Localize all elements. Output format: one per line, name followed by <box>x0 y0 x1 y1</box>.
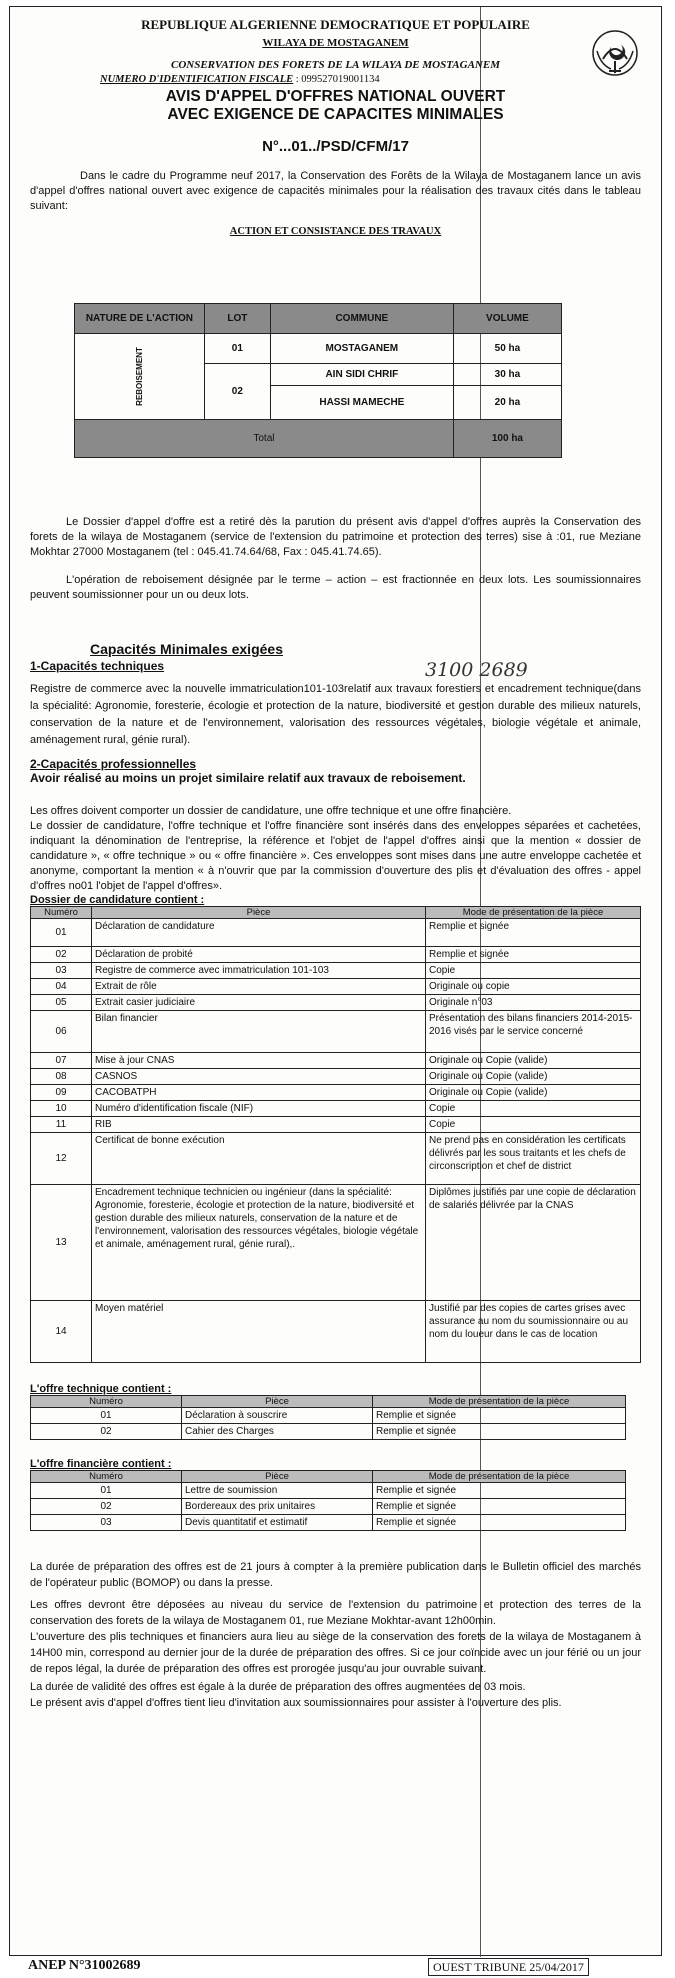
technical-header-mode: Mode de présentation de la pièce <box>373 1396 626 1408</box>
financial-num: 02 <box>31 1499 182 1515</box>
financial-mode: Remplie et signée <box>373 1483 626 1499</box>
candidature-mode: Copie <box>426 1117 641 1133</box>
candidature-piece: CACOBATPH <box>92 1085 426 1101</box>
works-lot: 02 <box>204 364 270 420</box>
technical-mode: Remplie et signée <box>373 1424 626 1440</box>
candidature-num: 04 <box>31 979 92 995</box>
candidature-row <box>31 1085 641 1101</box>
candidature-piece: Encadrement technique technicien ou ingénieur (dans la spécialité: Agronomie, foresterie, écologie et protection de la nature, biodiversité et gestion durable des milieux naturels, conservation de la nature et de l'environnement, valorisation des ressources végétales, biologie végétale et animale, aménagement rural, génie rural),. <box>92 1185 426 1301</box>
prof-capacities-title: 2-Capacités professionnelles <box>30 757 197 771</box>
candidature-title: Dossier de candidature contient : <box>30 894 205 906</box>
publication-source: OUEST TRIBUNE 25/04/2017 <box>428 1958 589 1976</box>
technical-piece: Cahier des Charges <box>182 1424 373 1440</box>
candidature-row <box>31 1053 641 1069</box>
candidature-piece: RIB <box>92 1117 426 1133</box>
financial-row <box>31 1499 626 1515</box>
notice-title <box>30 88 641 124</box>
notice-reference: N°...01../PSD/CFM/17 <box>262 138 409 155</box>
candidature-row <box>31 919 641 947</box>
candidature-mode: Remplie et signée <box>426 919 641 947</box>
candidature-row <box>31 1101 641 1117</box>
candidature-header-mode: Mode de présentation de la pièce <box>426 907 641 919</box>
wilaya-heading: WILAYA DE MOSTAGANEM <box>262 37 409 49</box>
technical-offer-title: L'offre technique contient : <box>30 1383 172 1395</box>
offers-paragraph-1: Les offres doivent comporter un dossier de candidature, une offre technique et une offre financière. <box>30 805 512 817</box>
candidature-row <box>31 1301 641 1363</box>
candidature-num: 01 <box>31 919 92 947</box>
candidature-num: 12 <box>31 1133 92 1185</box>
candidature-mode: Justifié par des copies de cartes grises avec assurance au nom du soumissionnaire ou au nom du loueur dans le cas de location <box>426 1301 641 1363</box>
candidature-piece: Numéro d'identification fiscale (NIF) <box>92 1101 426 1117</box>
candidature-num: 10 <box>31 1101 92 1117</box>
body-section <box>30 515 641 1711</box>
candidature-piece: Déclaration de candidature <box>92 919 426 947</box>
nif-label: NUMERO D'IDENTIFICATION FISCALE <box>100 74 294 85</box>
works-volume: 30 ha <box>453 364 561 386</box>
republic-heading: REPUBLIQUE ALGERIENNE DEMOCRATIQUE ET POPULAIRE <box>141 17 530 32</box>
works-table <box>74 303 562 458</box>
candidature-piece: Bilan financier <box>92 1011 426 1053</box>
technical-row <box>31 1408 626 1424</box>
candidature-num: 14 <box>31 1301 92 1363</box>
closing-section <box>30 1559 641 1711</box>
financial-row <box>31 1483 626 1499</box>
candidature-num: 05 <box>31 995 92 1011</box>
candidature-piece: Registre de commerce avec immatriculation 101-103 <box>92 963 426 979</box>
prof-capacities-text: Avoir réalisé au moins un projet similaire relatif aux travaux de reboisement. <box>30 771 466 785</box>
candidature-num: 02 <box>31 947 92 963</box>
publication-footer <box>0 1958 675 1978</box>
technical-offer-table <box>30 1395 626 1440</box>
candidature-row <box>31 1117 641 1133</box>
technical-piece: Déclaration à souscrire <box>182 1408 373 1424</box>
candidature-piece: Extrait casier judiciaire <box>92 995 426 1011</box>
candidature-mode: Originale ou Copie (valide) <box>426 1069 641 1085</box>
candidature-row <box>31 1133 641 1185</box>
candidature-mode: Diplômes justifiés par une copie de déclaration de salariés délivrée par la CNAS <box>426 1185 641 1301</box>
candidature-num: 09 <box>31 1085 92 1101</box>
financial-piece: Bordereaux des prix unitaires <box>182 1499 373 1515</box>
works-commune: HASSI MAMECHE <box>270 386 453 420</box>
candidature-piece: CASNOS <box>92 1069 426 1085</box>
works-header-lot: LOT <box>204 304 270 334</box>
candidature-num: 11 <box>31 1117 92 1133</box>
financial-piece: Devis quantitatif et estimatif <box>182 1515 373 1531</box>
candidature-row <box>31 1011 641 1053</box>
candidature-mode: Originale n°03 <box>426 995 641 1011</box>
works-action: REBOISEMENT <box>134 347 144 406</box>
works-volume: 50 ha <box>453 334 561 364</box>
candidature-num: 06 <box>31 1011 92 1053</box>
closing-paragraph: L'ouverture des plis techniques et financiers aura lieu au siège de la conservation des forets de la wilaya de Mostaganem à 14H00 min, correspond au dernier jour de la durée de préparation des offres. Si ce jour coïncide avec un jour férié ou un jour de repos légal, la durée de préparation des offres est prorogée jusqu'au jour ouvrable suivant. <box>30 1631 641 1675</box>
works-action-cell <box>75 334 205 420</box>
financial-header-piece: Pièce <box>182 1471 373 1483</box>
technical-row <box>31 1424 626 1440</box>
lots-paragraph: L'opération de reboisement désignée par le terme – action – est fractionnée en deux lots. Les soumissionnaires peuvent soumissionner pour un ou deux lots. <box>30 574 641 601</box>
candidature-num: 13 <box>31 1185 92 1301</box>
candidature-mode: Ne prend pas en considération les certificats délivrés par les sous traitants et les chefs de circonscription et chef de district <box>426 1133 641 1185</box>
candidature-mode: Originale ou Copie (valide) <box>426 1085 641 1101</box>
anep-reference: ANEP N°31002689 <box>28 1958 141 1973</box>
closing-paragraph: La durée de validité des offres est égale à la durée de préparation des offres augmentées de 03 mois. <box>30 1681 526 1693</box>
dossier-paragraph: Le Dossier d'appel d'offre est a retiré dès la parution du présent avis d'appel d'offres auprès la Conservation des forets de la wilaya de Mostaganem (service de l'extension du patrimoine et protection des terres) sise à :01, rue Meziane Mokhtar 27000 Mostaganem (tel : 045.41.74.64/68, Fax : 045.41.74.65). <box>30 516 641 558</box>
candidature-header-piece: Pièce <box>92 907 426 919</box>
financial-offer-table <box>30 1470 626 1531</box>
technical-mode: Remplie et signée <box>373 1408 626 1424</box>
closing-paragraph: Le présent avis d'appel d'offres tient lieu d'invitation aux soumissionnaires pour assister à l'ouverture des plis. <box>30 1697 562 1709</box>
technical-rows <box>31 1408 626 1440</box>
candidature-mode: Présentation des bilans financiers 2014-2015-2016 visés par le service concerné <box>426 1011 641 1053</box>
financial-offer-title: L'offre financière contient : <box>30 1458 172 1470</box>
works-total-value: 100 ha <box>453 420 561 458</box>
title-line-2: AVEC EXIGENCE DE CAPACITES MINIMALES <box>167 106 504 123</box>
capacities-title: Capacités Minimales exigées <box>90 641 283 657</box>
candidature-piece: Certificat de bonne exécution <box>92 1133 426 1185</box>
works-header-commune: COMMUNE <box>270 304 453 334</box>
technical-header-number: Numéro <box>31 1396 182 1408</box>
candidature-rows <box>31 919 641 1363</box>
candidature-num: 07 <box>31 1053 92 1069</box>
tech-capacities-text: Registre de commerce avec la nouvelle immatriculation101-103relatif aux travaux forestiers et encadrement technique(dans la spécialité: Agronomie, foresterie, écologie et protection de la nature, biodiversité et gestion durable des milieux naturels, conservation de la nature et de l'environnement, valorisation des ressources végétales, biologie végétale et animale, aménagement rural, génie rural). <box>30 683 641 746</box>
candidature-row <box>31 1069 641 1085</box>
candidature-num: 08 <box>31 1069 92 1085</box>
candidature-piece: Extrait de rôle <box>92 979 426 995</box>
financial-header-mode: Mode de présentation de la pièce <box>373 1471 626 1483</box>
financial-piece: Lettre de soumission <box>182 1483 373 1499</box>
financial-mode: Remplie et signée <box>373 1499 626 1515</box>
financial-num: 01 <box>31 1483 182 1499</box>
closing-paragraph: La durée de préparation des offres est de 21 jours à compter à la première publication dans le Bulletin officiel des marchés de l'opérateur public (BOMOP) ou dans la presse. <box>30 1561 641 1589</box>
candidature-mode: Copie <box>426 963 641 979</box>
candidature-mode: Originale ou Copie (valide) <box>426 1053 641 1069</box>
candidature-header-number: Numéro <box>31 907 92 919</box>
technical-header-piece: Pièce <box>182 1396 373 1408</box>
closing-paragraph: Les offres devront être déposées au niveau du service de l'extension du patrimoine et protection des terres de la conservation des forets de la wilaya de Mostaganem 01, rue Meziane Mokhtar-avant 12h00min. <box>30 1599 641 1627</box>
technical-num: 02 <box>31 1424 182 1440</box>
candidature-row <box>31 979 641 995</box>
candidature-mode: Copie <box>426 1101 641 1117</box>
technical-num: 01 <box>31 1408 182 1424</box>
works-table-caption: ACTION ET CONSISTANCE DES TRAVAUX <box>229 226 442 237</box>
works-commune: MOSTAGANEM <box>270 334 453 364</box>
candidature-mode: Remplie et signée <box>426 947 641 963</box>
candidature-piece: Moyen matériel <box>92 1301 426 1363</box>
financial-num: 03 <box>31 1515 182 1531</box>
candidature-piece: Déclaration de probité <box>92 947 426 963</box>
candidature-row <box>31 1185 641 1301</box>
nif-line <box>100 74 641 85</box>
conservation-heading: CONSERVATION DES FORETS DE LA WILAYA DE MOSTAGANEM <box>171 59 500 71</box>
works-lot: 01 <box>204 334 270 364</box>
offers-paragraph-2: Le dossier de candidature, l'offre technique et l'offre financière sont insérés dans des enveloppes séparées et cachetées, indiquant la dénomination de l'entreprise, la référence et l'objet de l'appel d'offres ainsi que la mention « dossier de candidature », « offre technique » ou « offre financière ». Ces enveloppes sont mises dans une autre enveloppe cachetée et anonyme, comportant la mention « à n'ouvrir que par la commission d'ouverture des plis et d'évaluation des offres - appel d'offres no01 l'objet de l'appel d'offres». <box>30 820 641 892</box>
notice-content <box>30 7 641 237</box>
intro-paragraph: Dans le cadre du Programme neuf 2017, la Conservation des Forêts de la Wilaya de Mostaganem lance un avis d'appel d'offres national ouvert avec exigence de capacités minimales pour la réalisation des travaux cités dans le tableau suivant: <box>30 170 641 212</box>
nif-value: : 099527019001134 <box>295 74 380 85</box>
works-header-action: NATURE DE L'ACTION <box>75 304 205 334</box>
financial-rows <box>31 1483 626 1531</box>
financial-row <box>31 1515 626 1531</box>
candidature-piece: Mise à jour CNAS <box>92 1053 426 1069</box>
works-commune: AIN SIDI CHRIF <box>270 364 453 386</box>
works-volume: 20 ha <box>453 386 561 420</box>
candidature-num: 03 <box>31 963 92 979</box>
title-line-1: AVIS D'APPEL D'OFFRES NATIONAL OUVERT <box>165 88 506 105</box>
works-header-volume: VOLUME <box>453 304 561 334</box>
notice-page <box>9 6 662 1956</box>
candidature-row <box>31 995 641 1011</box>
handwritten-number: 3100 2689 <box>425 659 528 681</box>
tech-capacities-title: 1-Capacités techniques <box>30 659 165 673</box>
financial-mode: Remplie et signée <box>373 1515 626 1531</box>
candidature-table <box>30 906 641 1363</box>
works-total-label: Total <box>75 420 454 458</box>
candidature-mode: Originale ou copie <box>426 979 641 995</box>
financial-header-number: Numéro <box>31 1471 182 1483</box>
candidature-row <box>31 963 641 979</box>
candidature-row <box>31 947 641 963</box>
